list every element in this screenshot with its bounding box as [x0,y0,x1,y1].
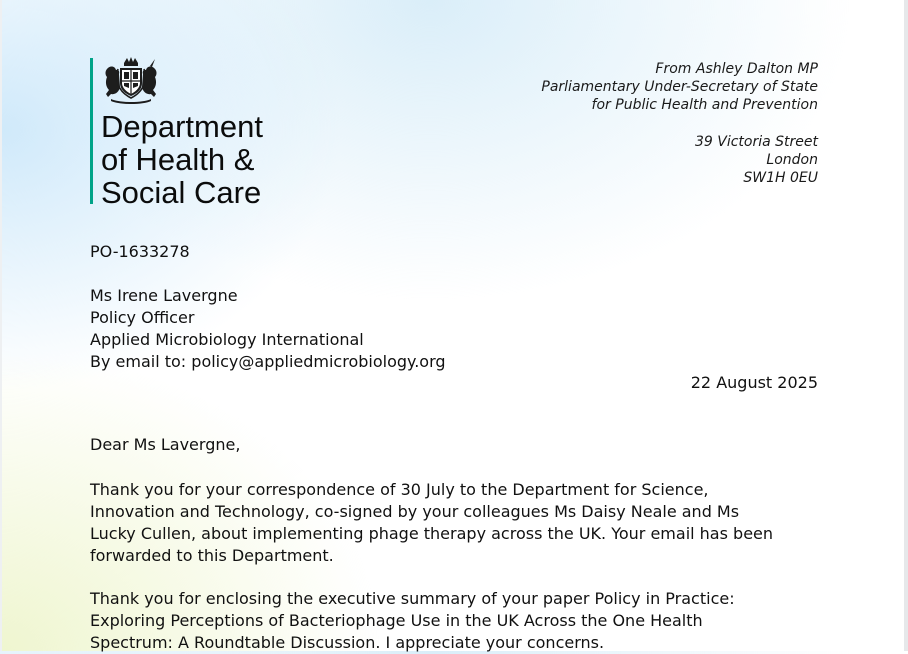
paragraph-line: Spectrum: A Roundtable Discussion. I appreciate your concerns. [90,633,605,652]
sender-name: From Ashley Dalton MP [655,61,818,77]
sender-block [541,60,818,187]
salutation: Dear Ms Lavergne, [90,435,241,454]
department-name-line: Social Care [101,175,262,210]
recipient-title: Policy Officer [90,308,195,327]
letter-date: 22 August 2025 [690,373,818,392]
sender-address-street: 39 Victoria Street [694,134,818,150]
recipient-name: Ms Irene Lavergne [90,286,238,305]
department-name-line: Department [101,109,263,144]
paragraph-line: Innovation and Technology, co-signed by your colleagues Ms Daisy Neale and Ms [90,502,740,521]
reference-number: PO-1633278 [90,242,190,261]
sender-address-city: London [766,152,818,168]
department-name [101,110,263,209]
recipient-email: By email to: policy@appliedmicrobiology.org [90,352,446,371]
paragraph-line: Thank you for enclosing the executive summary of your paper Policy in Practice: [90,589,735,608]
page-left-edge [0,0,2,651]
paragraph-line: Thank you for your correspondence of 30 July to the Department for Science, [90,480,709,499]
royal-coat-of-arms-icon [103,57,159,105]
department-name-line: of Health & [101,142,255,177]
sender-role: Parliamentary Under-Secretary of State [541,79,818,95]
body-paragraph-2 [90,588,815,654]
recipient-organisation: Applied Microbiology International [90,330,364,349]
paragraph-line: forwarded to this Department. [90,546,334,565]
paragraph-line: Exploring Perceptions of Bacteriophage Use in the UK Across the One Health [90,611,703,630]
sender-address-postcode: SW1H 0EU [743,170,818,186]
sender-portfolio: for Public Health and Prevention [591,97,818,113]
logo-accent-bar [90,58,93,204]
body-paragraph-1 [90,479,815,567]
paragraph-line: Lucky Cullen, about implementing phage therapy across the UK. Your email has been [90,524,774,543]
page-right-edge [904,0,908,651]
recipient-block [90,285,446,373]
